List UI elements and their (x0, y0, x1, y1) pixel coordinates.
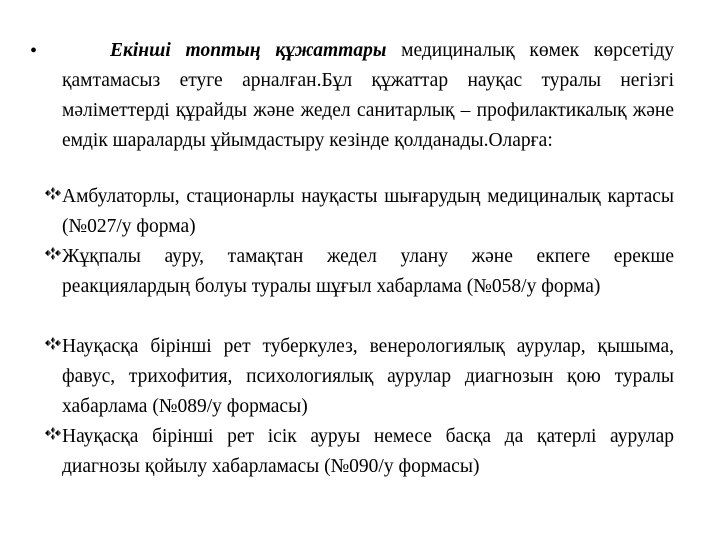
list-item: Науқасқа бірінші рет туберкулез, венерологиялық аурулар, қышыма, фавус, трихофития, психологиялық аурулар диагнозын қою туралы хабарлама (№089/у формасы) (62, 336, 674, 417)
list-item: Науқасқа бірінші рет ісік ауруы немесе басқа да қатерлі аурулар диагнозы қойылу хабарламасы (№090/у формасы) (62, 426, 674, 477)
four-diamond-bullet-icon (44, 426, 62, 444)
four-diamond-bullet-icon (44, 186, 62, 204)
four-diamond-bullet-icon (44, 246, 62, 264)
four-diamond-bullet-icon (44, 336, 62, 354)
list-item: Жұқпалы ауру, тамақтан жедел улану және екпеге ерекше реакциялардың болуы туралы шұғыл хабарлама (№058/у форма) (62, 246, 674, 297)
intro-emphasis: Екінші топтың құжаттары (110, 40, 387, 61)
list-item: Амбулаторлы, стационарлы науқасты шығарудың медициналық картасы (№027/у форма) (62, 186, 674, 237)
intro-paragraph (62, 36, 674, 156)
intro-text: медициналық көмек көрсетіду қамтамасыз етуге арналған.Бұл құжаттар науқас туралы негізгі мәліметтерді құрайды және жедел санитарлық – профилактикалық және емдік шараларды ұйымдастыру кезінде қолданады.Оларға: (62, 40, 674, 151)
bullet-dot: • (30, 40, 38, 62)
